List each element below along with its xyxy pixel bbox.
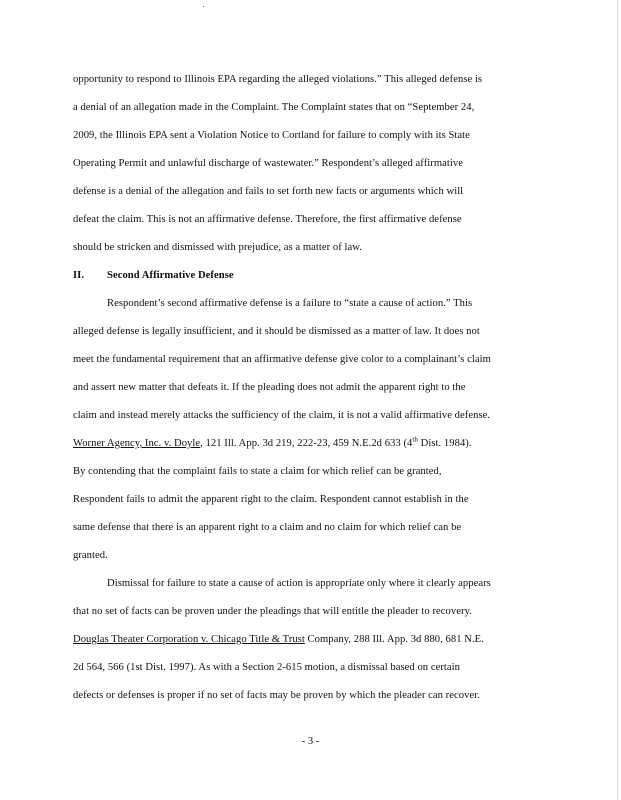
text-line: 2009, the Illinois EPA sent a Violation Notice to Cortland for failure to comply with its State — [73, 130, 470, 141]
case-name: Worner Agency, Inc. v. Doyle — [73, 438, 201, 449]
text-line: 2d 564, 566 (1st Dist. 1997). As with a Section 2-615 motion, a dismissal based on certain — [73, 662, 461, 673]
section-heading — [73, 269, 234, 283]
text-line: Respondent’s second affirmative defense is a failure to “state a cause of action.” This — [107, 298, 473, 309]
citation-line — [73, 633, 484, 647]
text-line: alleged defense is legally insufficient, and it should be dismissed as a matter of law. It does not — [73, 326, 480, 337]
text-line: and assert new matter that defeats it. If the pleading does not admit the apparent right to the — [73, 382, 466, 393]
text-line: By contending that the complaint fails to state a claim for which relief can be granted, — [73, 466, 442, 477]
citation-end: Dist. 1984). — [417, 438, 472, 449]
text-line: defeat the claim. This is not an affirmative defense. Therefore, the first affirmative defense — [73, 214, 462, 225]
text-line: defense is a denial of the allegation and fails to set forth new facts or arguments which will — [73, 186, 464, 197]
citation-line — [73, 437, 472, 451]
ordinal-suffix: th — [412, 435, 418, 444]
text-line: defects or defenses is proper if no set of facts may be proven by which the pleader can recover. — [73, 690, 480, 701]
citation-text: , 121 Ill. App. 3d 219, 222-23, 459 N.E.2d 633 (4 — [200, 438, 413, 449]
scan-artifact — [203, 6, 204, 7]
case-name: Douglas Theater Corporation v. Chicago Title & Trust — [73, 634, 305, 645]
text-line: granted. — [73, 550, 108, 561]
text-line: Respondent fails to admit the apparent right to the claim. Respondent cannot establish in the — [73, 494, 469, 505]
text-line: Operating Permit and unlawful discharge of wastewater.” Respondent’s alleged affirmative — [73, 158, 463, 169]
text-line: should be stricken and dismissed with prejudice, as a matter of law. — [73, 242, 362, 253]
section-number: II. — [73, 270, 85, 281]
text-line: same defense that there is an apparent right to a claim and no claim for which relief can be — [73, 522, 462, 533]
page-number: - 3 - — [301, 736, 320, 747]
text-line: Dismissal for failure to state a cause of action is appropriate only where it clearly appears — [107, 578, 491, 589]
text-line: meet the fundamental requirement that an affirmative defense give color to a complainant’s claim — [73, 354, 491, 365]
text-line: a denial of an allegation made in the Complaint. The Complaint states that on “September 24, — [73, 102, 475, 113]
scan-edge — [617, 0, 618, 800]
text-line: that no set of facts can be proven under the pleadings that will entitle the pleader to recovery. — [73, 606, 472, 617]
section-title: Second Affirmative Defense — [107, 270, 234, 281]
text-line: opportunity to respond to Illinois EPA regarding the alleged violations.” This alleged defense is — [73, 74, 483, 85]
citation-text: Company, 288 Ill. App. 3d 880, 681 N.E. — [304, 634, 484, 645]
text-line: claim and instead merely attacks the sufficiency of the claim, it is not a valid affirmative defense. — [73, 410, 491, 421]
